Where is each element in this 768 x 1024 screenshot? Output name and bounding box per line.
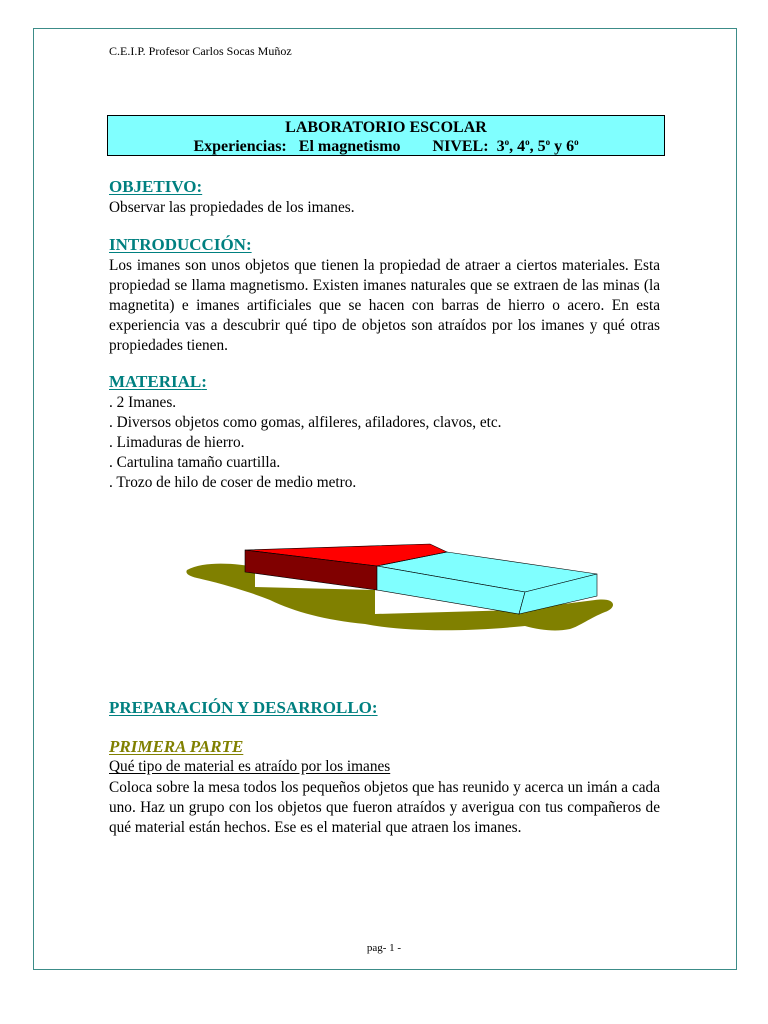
list-item: . Diversos objetos como gomas, alfileres, afiladores, clavos, etc.: [109, 414, 502, 431]
objetivo-heading: OBJETIVO:: [109, 177, 203, 196]
level-6: 6: [566, 138, 575, 155]
list-item: . Limaduras de hierro.: [109, 434, 245, 451]
material-heading: MATERIAL:: [109, 372, 207, 391]
introduccion-text: Los imanes son unos objetos que tienen la propiedad de atraer a ciertos materiales. Esta propiedad se llama magnetismo. Existen imanes naturales que se extraen de las minas (la magnetita) e imanes artificiales que se hacen con barras de hierro o acero. En esta experiencia vas a descubrir qué tipo de objetos son atraídos por los imanes y qué otras propiedades tienen.: [109, 257, 660, 354]
introduccion-heading: INTRODUCCIÓN:: [109, 235, 252, 254]
topic: El magnetismo: [298, 138, 401, 155]
experiences-label: Experiencias:: [193, 138, 287, 155]
lab-title: LABORATORIO ESCOLAR: [285, 119, 487, 136]
experience-line: Experiencias: El magnetismo NIVEL: 3$^o$, 4$^o$, 5$^o$ y 6$^o$: [193, 137, 579, 155]
primera-parte-heading: PRIMERA PARTE: [109, 737, 244, 756]
objetivo-text: Observar las propiedades de los imanes.: [109, 199, 355, 216]
list-item: . Cartulina tamaño cuartilla.: [109, 454, 281, 471]
primera-parte-text: Coloca sobre la mesa todos los pequeños objetos que has reunido y acerca un imán a cada uno. Haz un grupo con los objetos que fueron atraídos y averigua con tus compañeros de qué material están hechos. Ese es el material que atraen los imanes.: [109, 779, 660, 836]
level-4: 4: [517, 138, 526, 155]
level-5: 5: [537, 138, 546, 155]
magnet-illustration: [185, 542, 615, 637]
preparacion-heading: PREPARACIÓN Y DESARROLLO:: [109, 698, 378, 717]
title-box: [107, 115, 665, 156]
school-name: C.E.I.P. Profesor Carlos Socas Muñoz: [109, 44, 292, 58]
level-label: NIVEL:: [432, 138, 489, 155]
list-item: . Trozo de hilo de coser de medio metro.: [109, 474, 357, 491]
list-item: . 2 Imanes.: [109, 394, 177, 411]
material-list: [109, 393, 502, 493]
page-number: pag- 1 -: [366, 942, 402, 954]
level-3: 3: [496, 138, 505, 155]
primera-parte-subtitle: Qué tipo de material es atraído por los imanes: [109, 758, 391, 775]
